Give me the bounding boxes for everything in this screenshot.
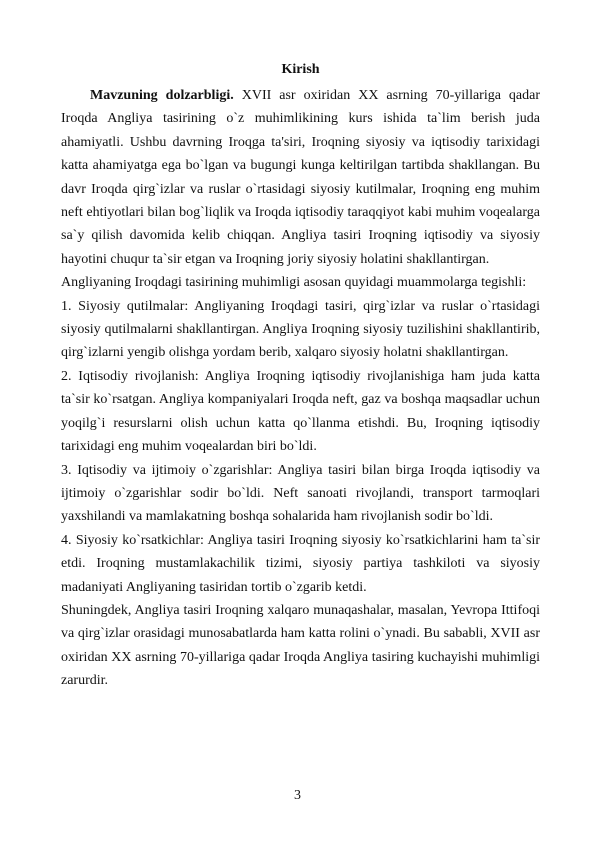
page-title: Kirish	[281, 62, 320, 77]
intro-text: XVII asr oxiridan XX asrning 70-yillariga qadar Iroqda Angliya tasirining o`z muhimlikining kurs ishida ta`lim berish juda ahamiyatli. Ushbu davrning Iroqga ta'siri, Iroqning siyosiy va iqtisodiy tarixidagi katta ahamiyatga ega bo`lgan va bugungi kunga keltirilgan tartibda shakllangan. Bu davr Iroqda qirg`izlar va ruslar o`rtasidagi siyosiy kutilmalar, Iroqning eng muhim neft ehtiyotlari bilan bog`liqlik va Iroqda iqtisodiy taraqqiyot kabi muhim voqealarga sa`y qilish davomida kelib chiqqan. Angliya tasiri Iroqning iqtisodiy va siyosiy hayotini chuqur ta`sir etgan va Iroqning joriy siyosiy holatini shakllantirgan.	[61, 88, 541, 267]
list-item: 1. Siyosiy qutilmalar: Angliyaning Iroqdagi tasiri, qirg`izlar va ruslar o`rtasidagi siyosiy qutilmalarni shakllantirgan. Angliya Iroqning siyosiy tuzilishini shakllantirib, qirg`izlarni yengib olishga yordam berib, xalqaro siyosiy holatni shakllantirgan.	[61, 298, 540, 361]
problems-intro: Angliyaning Iroqdagi tasirining muhimligi asosan quyidagi muammolarga tegishli:	[61, 275, 527, 291]
list-item: 2. Iqtisodiy rivojlanish: Angliya Iroqning iqtisodiy rivojlanishiga ham juda katta ta`sir ko`rsatgan. Angliya kompaniyalari Iroqda neft, gaz va boshqa maqsadlar uchun yoqilg`i resurslarni olish uchun katta qo`llanma etishdi. Bu, Iroqning iqtisodiy tarixidagi eng muhim voqealardan biri bo`ldi.	[61, 368, 540, 455]
intro-lead: Mavzuning dolzarbligi.	[90, 88, 234, 103]
list-item: 3. Iqtisodiy va ijtimoiy o`zgarishlar: Angliya tasiri bilan birga Iroqda iqtisodiy va ijtimoiy o`zgarishlar sodir bo`ldi. Neft sanoati rivojlandi, transport tarmoqlari yaxshilandi va mamlakatning boshqa sohalarida ham rivojlanish sodir bo`ldi.	[61, 462, 540, 525]
page-number: 3	[294, 788, 301, 803]
document-body	[61, 59, 540, 693]
intro-paragraph	[61, 84, 540, 271]
list-item: 4. Siyosiy ko`rsatkichlar: Angliya tasiri Iroqning siyosiy ko`rsatkichlarini ham ta`sir etdi. Iroqning mustamlakachilik tizimi, siyosiy partiya tashkiloti va siyosiy madaniyati Angliyaning tasiridan tortib o`zgarib ketdi.	[61, 532, 540, 595]
conclusion-paragraph: Shuningdek, Angliya tasiri Iroqning xalqaro munaqashalar, masalan, Yevropa Ittifoqi va qirg`izlar orasidagi munosabatlarda ham katta rolini o`ynadi. Bu sababli, XVII asr oxiridan XX asrning 70-yillariga qadar Iroqda Angliya tasiring kuchayishi muhimligi zarurdir.	[61, 602, 540, 689]
